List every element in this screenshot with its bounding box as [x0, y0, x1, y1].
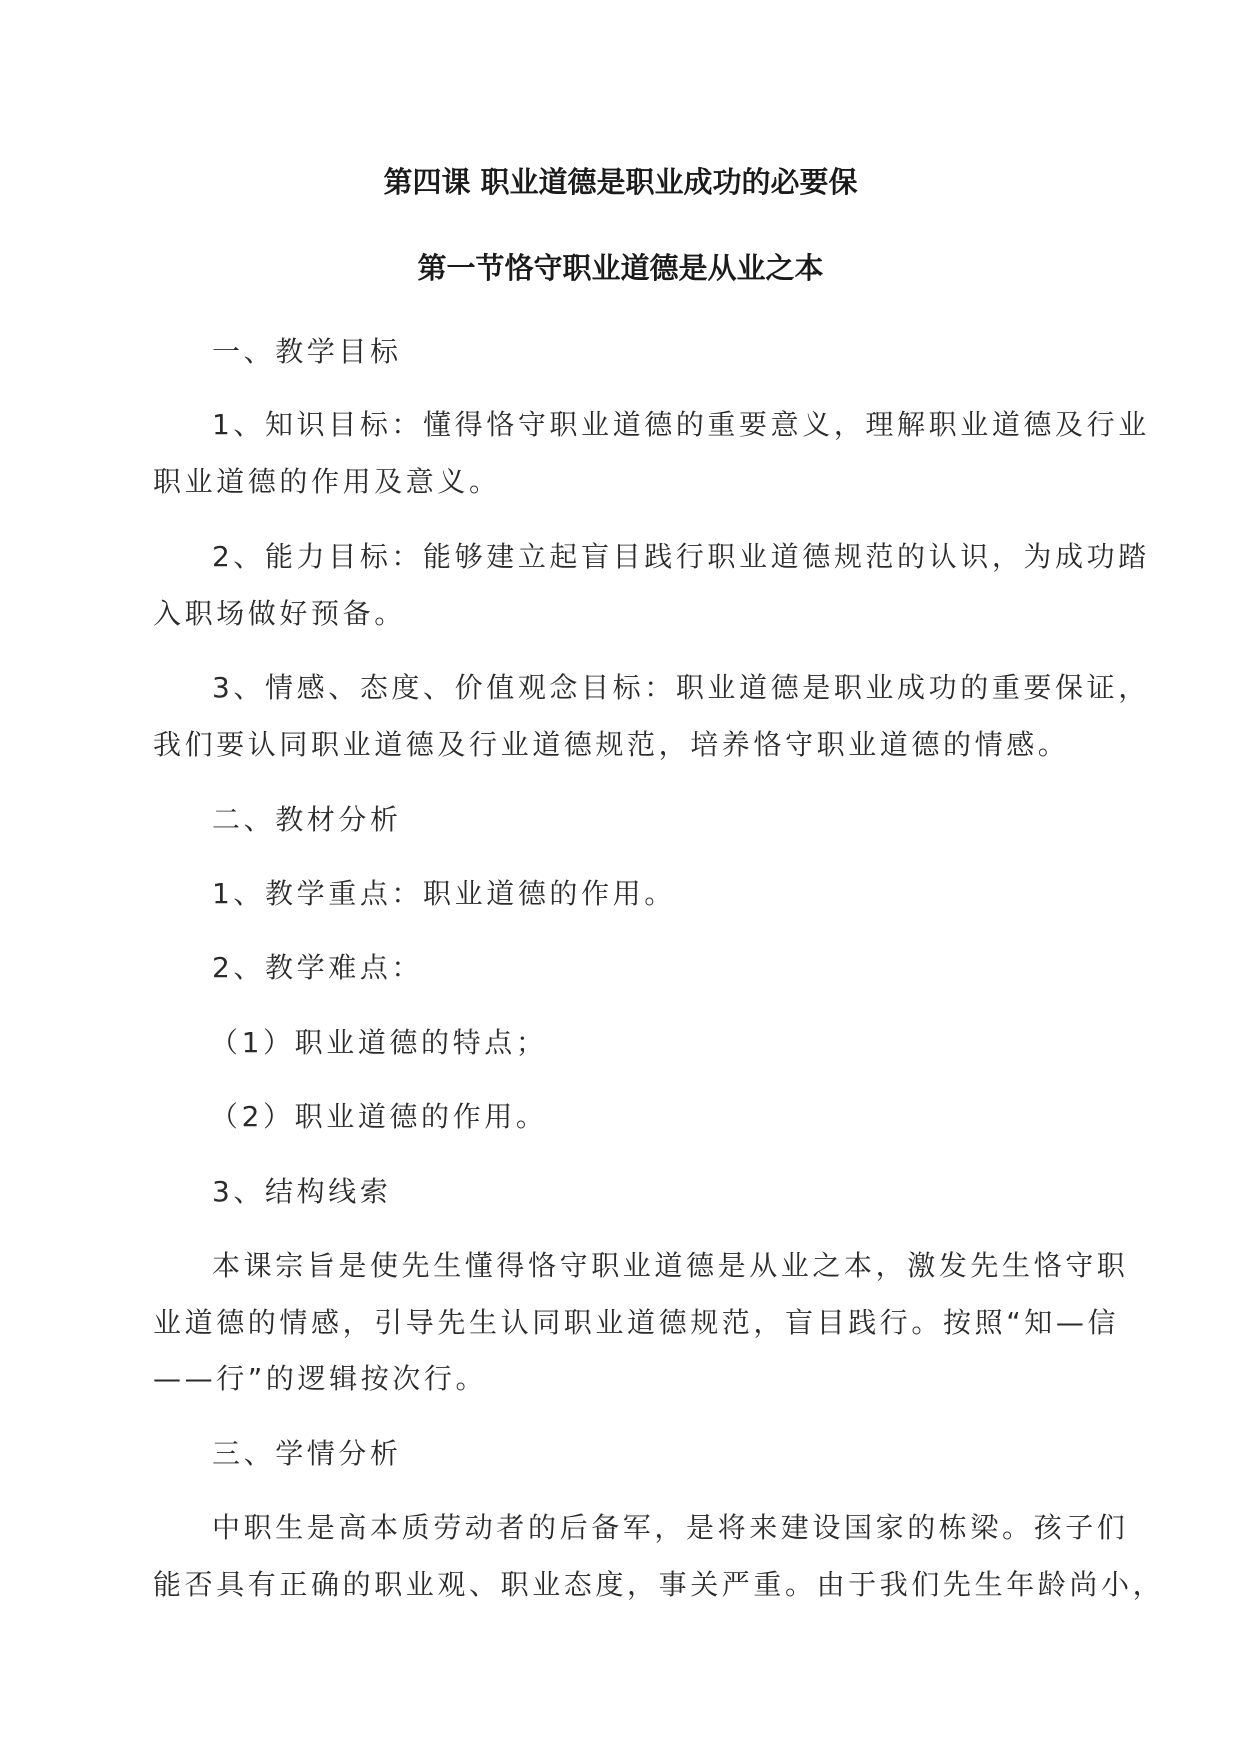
lesson-title: 第四课 职业道德是职业成功的必要保	[383, 165, 858, 199]
heading-material-analysis: 二、教材分析	[212, 803, 402, 836]
difficulty-item-1: （1）职业道德的特点；	[210, 1026, 548, 1059]
analysis-line1: 中职生是高本质劳动者的后备军，是将来建设国家的栋梁。孩子们	[212, 1511, 1129, 1544]
section-title: 第一节恪守职业道德是从业之本	[417, 251, 824, 285]
structure-line1: 本课宗旨是使先生懂得恪守职业道德是从业之本，激发先生恪守职	[212, 1249, 1129, 1282]
difficulty-item-2: （2）职业道德的作用。	[210, 1100, 548, 1133]
goal-ability-line1: 2、能力目标：能够建立起盲目践行职业道德规范的认识，为成功踏	[212, 540, 1150, 573]
heading-teaching-goals: 一、教学目标	[212, 335, 402, 368]
goal-knowledge-line2: 职业道德的作用及意义。	[153, 465, 501, 498]
goal-emotion-line1: 3、情感、态度、价值观念目标：职业道德是职业成功的重要保证，	[212, 671, 1150, 704]
goal-knowledge-line1: 1、知识目标：懂得恪守职业道德的重要意义，理解职业道德及行业	[212, 408, 1150, 441]
analysis-line2: 能否具有正确的职业观、职业态度，事关严重。由于我们先生年龄尚小，	[153, 1568, 1165, 1601]
teaching-focus: 1、教学重点：职业道德的作用。	[212, 877, 676, 910]
structure-line3: ——行”的逻辑按次行。	[153, 1362, 488, 1395]
structure-heading: 3、结构线索	[212, 1175, 392, 1208]
teaching-difficulty: 2、教学难点：	[212, 951, 424, 984]
goal-ability-line2: 入职场做好预备。	[153, 597, 406, 630]
goal-emotion-line2: 我们要认同职业道德及行业道德规范，培养恪守职业道德的情感。	[153, 728, 1070, 761]
structure-line2: 业道德的情感，引导先生认同职业道德规范，盲目践行。按照“知—信	[153, 1306, 1120, 1339]
heading-student-analysis: 三、学情分析	[212, 1437, 402, 1470]
